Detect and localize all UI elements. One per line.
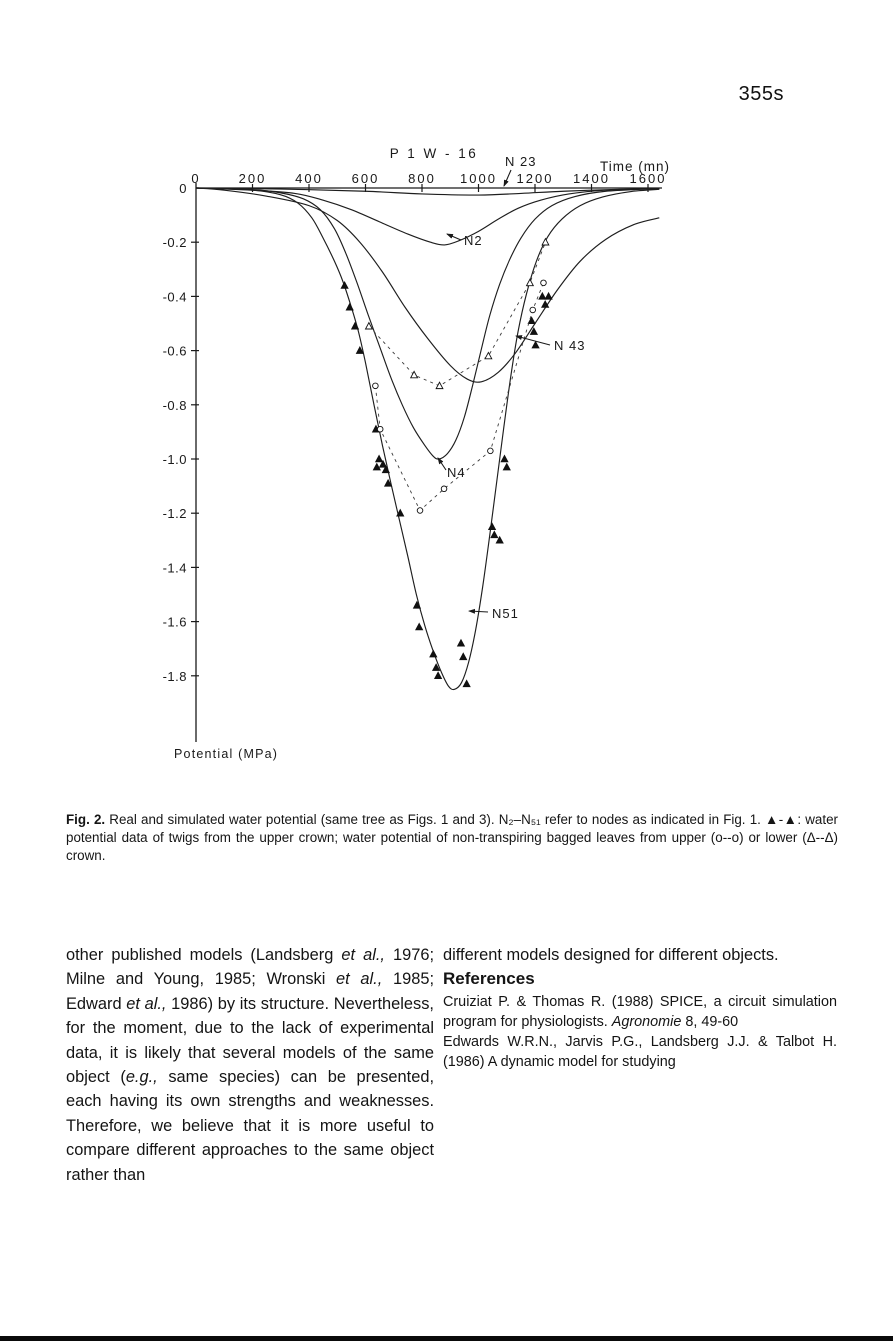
- node-label-N2: N2: [464, 233, 483, 248]
- y-tick-label: -1.6: [162, 614, 187, 630]
- plot-root: [163, 146, 670, 761]
- node-label-N43: N 43: [554, 338, 586, 353]
- x-tick-label: 0: [191, 171, 201, 186]
- figure-caption-text: Real and simulated water potential (same tree as Figs. 1 and 3). N₂–N₅₁ refer to nodes as indicated in Fig. 1. ▲-▲: water potential data of twigs from the upper crown; water potential of non-transpiring bagged leaves from upper (o--o) or lower (Δ--Δ) crown.: [66, 812, 838, 863]
- body-right-column: [443, 943, 837, 1073]
- node-label-N51: N51: [492, 606, 519, 621]
- y-tick-label: -0.6: [162, 343, 187, 359]
- y-tick-label: 0: [179, 181, 187, 196]
- filled-triangle-marker: [346, 304, 353, 310]
- filled-triangle-marker: [532, 342, 539, 348]
- body-left-column: [66, 943, 434, 1187]
- filled-triangle-marker: [463, 680, 470, 686]
- open-circle-marker: [530, 307, 536, 313]
- open-circle-marker: [377, 426, 383, 432]
- annotation-arrow: [469, 611, 488, 612]
- y-tick-label: -0.2: [162, 235, 187, 251]
- open-triangle-marker: [436, 382, 443, 388]
- open-circle-marker: [373, 383, 379, 389]
- body-paragraph-right: different models designed for different objects.: [443, 946, 779, 964]
- plot-title: P 1 W - 16: [389, 146, 479, 161]
- open-circle-marker: [417, 508, 423, 514]
- open-triangle-marker: [411, 371, 418, 377]
- y-tick-label: -0.8: [162, 397, 187, 413]
- open-triangle-marker: [485, 352, 492, 358]
- node-label-N4: N4: [447, 465, 466, 480]
- reference-item: Edwards W.R.N., Jarvis P.G., Landsberg J.J. & Talbot H. (1986) A dynamic model for studying: [443, 1034, 837, 1071]
- x-tick-label: 600: [351, 171, 380, 186]
- filled-triangle-marker: [501, 455, 508, 461]
- curve-N43-simulated: [196, 188, 659, 382]
- open-circle-marker: [441, 486, 447, 492]
- curve-N4-simulated: [196, 188, 659, 459]
- x-tick-label: 1200: [516, 171, 554, 186]
- annotation-arrow: [516, 336, 550, 345]
- filled-triangle-marker: [430, 651, 437, 657]
- filled-triangle-marker: [539, 293, 546, 299]
- filled-triangle-marker: [416, 623, 423, 629]
- filled-triangle-marker: [491, 531, 498, 537]
- curve-N2-simulated: [196, 188, 659, 245]
- annotation-arrow: [447, 234, 461, 240]
- page-number: 355s: [738, 83, 784, 105]
- open-triangle-marker: [527, 279, 534, 285]
- x-tick-label: 1400: [573, 171, 610, 186]
- annotation-arrow: [438, 458, 446, 470]
- filled-triangle-marker: [341, 282, 348, 288]
- filled-triangle-marker: [376, 455, 383, 461]
- body-paragraph-left: other published models (Landsberg et al., 1976; Milne and Young, 1985; Wronski et al., 1985; Edward et al., 1986) by its structure. Nevertheless, for the moment, due to the lack of experimental data, it is likely that several models of the same object (e.g., same species) can be presented, each having its own strengths and weaknesses. Therefore, we believe that it is more useful to compare different approaches to the same object rather than: [66, 946, 435, 1184]
- y-tick-label: -1.0: [162, 452, 187, 467]
- y-tick-label: -1.4: [162, 560, 187, 576]
- curve-bagged-leaves-lower-crown: [369, 242, 546, 386]
- x-tick-label: 200: [238, 171, 267, 186]
- x-tick-label: 800: [408, 171, 436, 186]
- curve-N51-simulated: [196, 188, 659, 690]
- y-axis-title: Potential (MPa): [174, 747, 279, 761]
- annotation-arrow: [504, 170, 511, 186]
- page-bottom-rule: [0, 1336, 893, 1341]
- y-tick-label: -1.2: [162, 506, 187, 522]
- filled-triangle-marker: [435, 672, 442, 678]
- x-tick-label: 1600: [629, 171, 667, 186]
- node-label-N23: N 23: [505, 154, 537, 169]
- filled-triangle-marker: [489, 523, 496, 529]
- reference-item: Cruiziat P. & Thomas R. (1988) SPICE, a circuit simulation program for physiologists. Agronomie 8, 49-60: [443, 993, 837, 1031]
- filled-triangle-marker: [373, 464, 380, 470]
- open-triangle-marker: [542, 239, 549, 245]
- y-tick-label: -1.8: [162, 668, 187, 684]
- filled-triangle-marker: [458, 640, 465, 646]
- figure-caption: [66, 811, 838, 864]
- x-tick-label: 1000: [460, 171, 497, 186]
- open-circle-marker: [541, 280, 547, 286]
- filled-triangle-marker: [460, 653, 467, 659]
- figure-plot: [140, 128, 700, 778]
- references-heading: References: [443, 969, 535, 989]
- figure-caption-label: Fig. 2.: [66, 812, 106, 828]
- x-tick-label: 400: [295, 171, 323, 186]
- open-circle-marker: [488, 448, 494, 454]
- filled-triangle-marker: [545, 293, 552, 299]
- filled-triangle-marker: [528, 317, 535, 323]
- y-tick-label: -0.4: [162, 289, 187, 305]
- filled-triangle-marker: [503, 464, 510, 470]
- x-axis-title: Time (mn): [600, 159, 670, 174]
